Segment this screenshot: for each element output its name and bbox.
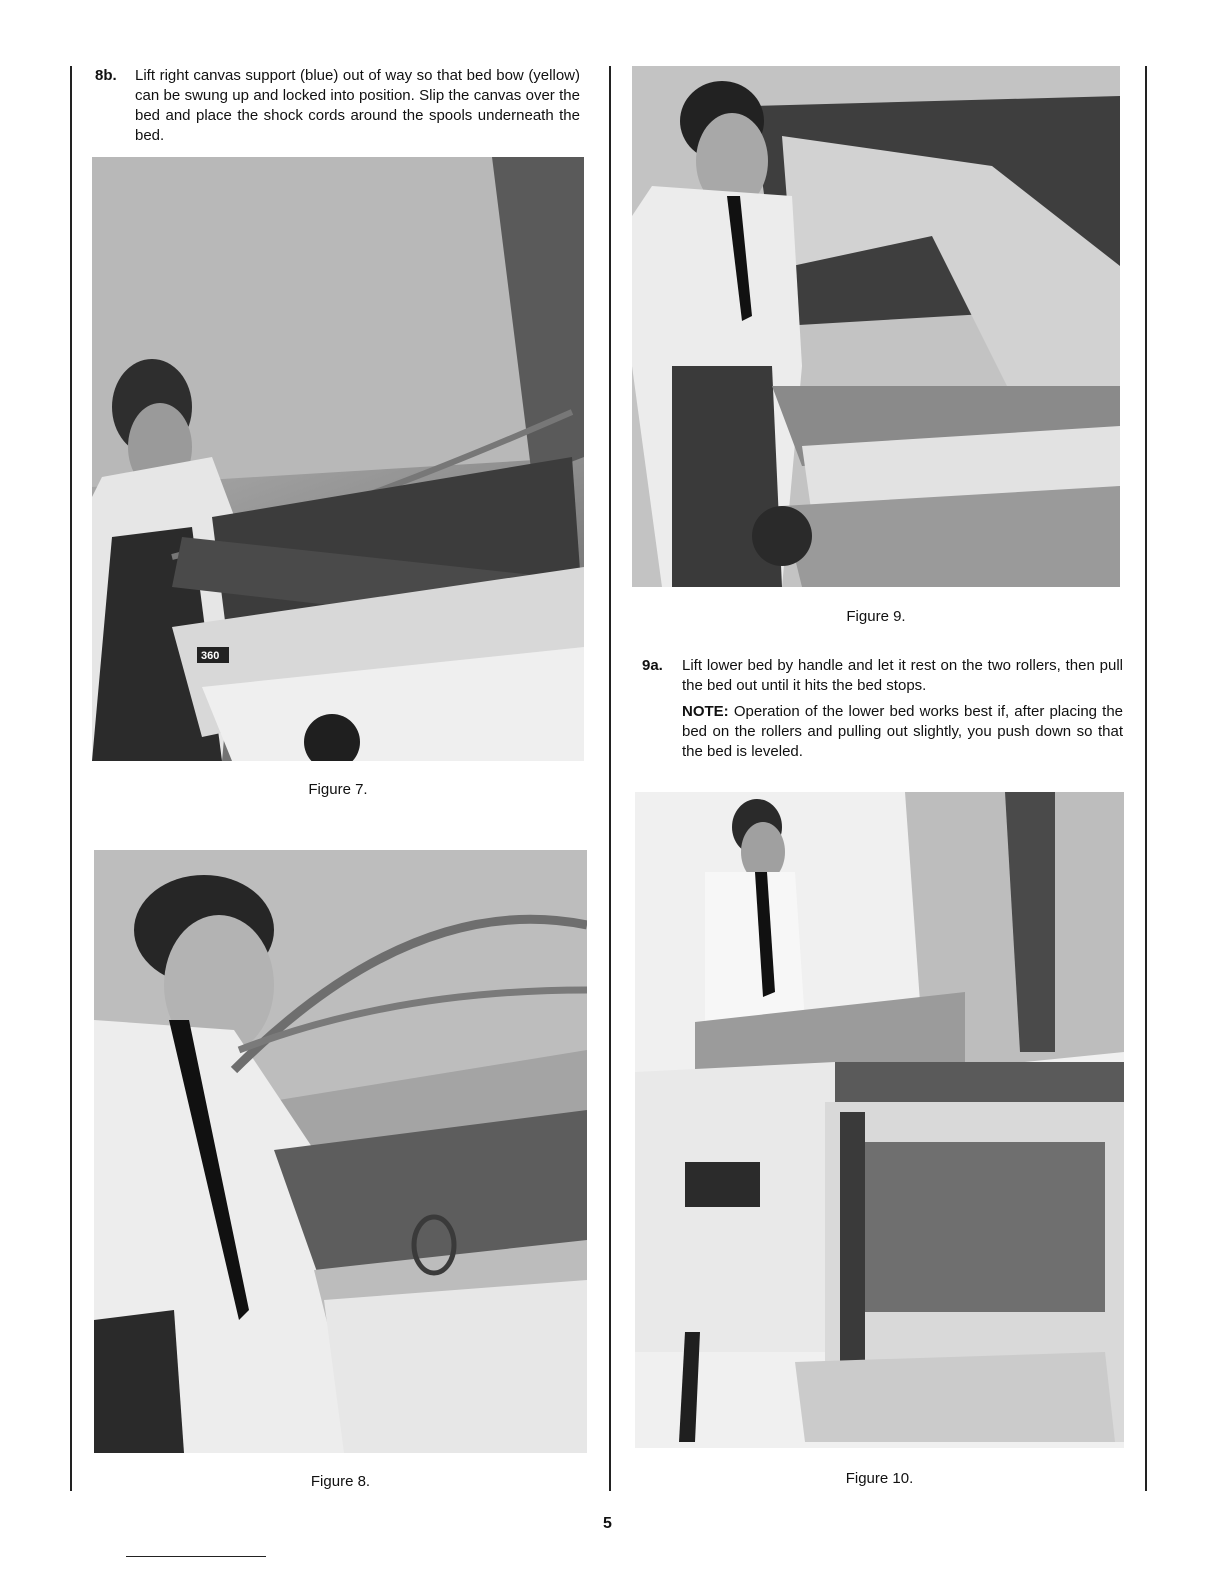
figure-9-illustration [632, 66, 1120, 587]
page-number: 5 [603, 1515, 612, 1532]
figure-8-photo [94, 850, 587, 1453]
right-margin-rule [1145, 66, 1147, 1491]
step-9a-note [682, 702, 1123, 762]
column-divider-rule [609, 66, 611, 1491]
left-margin-rule [70, 66, 72, 1491]
figure-10-caption: Figure 10. [845, 1470, 914, 1487]
footer-rule [126, 1556, 266, 1557]
step-9a-number: 9a. [642, 657, 663, 674]
step-9a [642, 656, 1123, 762]
figure-8-caption: Figure 8. [310, 1473, 371, 1490]
figure-7-caption: Figure 7. [308, 781, 368, 798]
step-9a-note-text: Operation of the lower bed works best if, after placing the bed on the rollers and pulling out slightly, you push down so that the bed is leveled. [682, 703, 1124, 760]
figure-7-badge: 360 [201, 650, 220, 662]
step-8b-number: 8b. [95, 67, 117, 84]
figure-7-photo [92, 157, 584, 761]
figure-10-illustration [635, 792, 1124, 1448]
figure-8-illustration [94, 850, 587, 1453]
step-9a-note-label: NOTE: [682, 703, 729, 720]
figure-7-illustration [92, 157, 584, 761]
figure-10-photo [635, 792, 1124, 1448]
figure-9-photo [632, 66, 1120, 587]
step-9a-text: Lift lower bed by handle and let it rest on the two rollers, then pull the bed out until it hits the bed stops. [682, 657, 1123, 694]
step-8b-text: Lift right canvas support (blue) out of way so that bed bow (yellow) can be swung up and locked into position. Slip the canvas over the bed and place the shock cords around the spools underneath the bed. [135, 67, 580, 144]
figure-9-caption: Figure 9. [846, 608, 906, 625]
step-8b [95, 66, 580, 146]
